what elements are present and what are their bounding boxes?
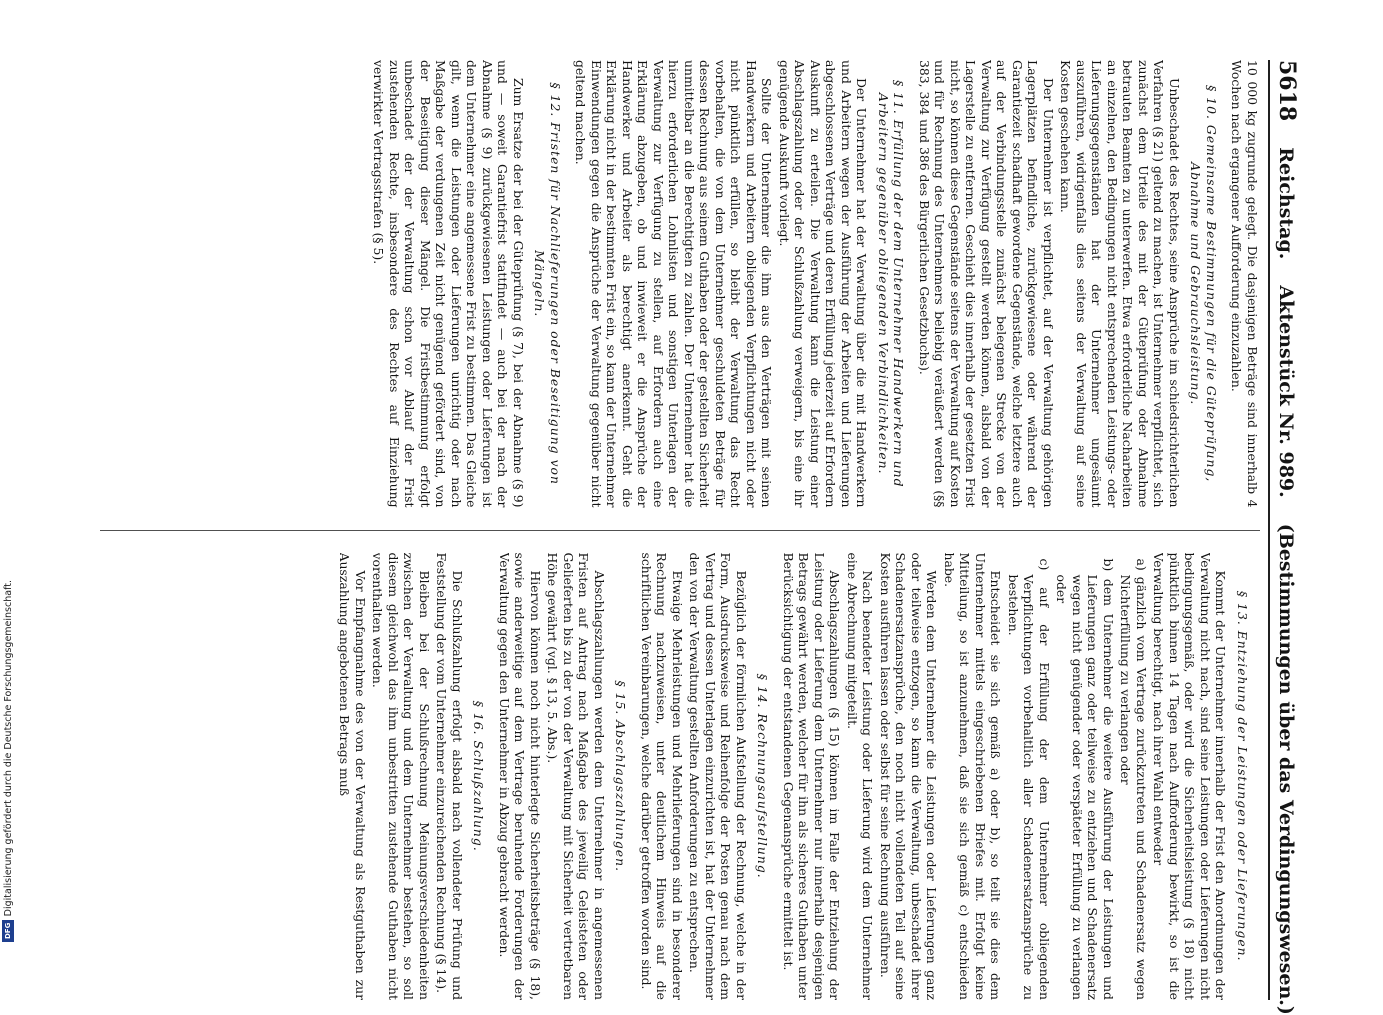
section-heading: § 11. Erfüllung der dem Unternehmer Handwerkern und Arbeitern gegenüber obliegenden Verbindlichkeiten. [876, 79, 907, 488]
paragraph: Kommt der Unternehmer innerhalb der Frist den Anordnungen der Verwaltung nicht nach, sind seine Leistungen oder Lieferungen nicht bedingungsgemäß, oder wird die Sicherheitsleistung (§ 18) nicht pünktlich binnen 14 Tagen nach Aufforderung bewirkt, so ist die Verwaltung berechtigt, nach ihrer Wahl entweder [1151, 552, 1229, 1000]
dfg-logo: DFG [2, 920, 14, 942]
paragraph: Abschlagszahlungen werden dem Unternehmer in angemessenen Fristen auf Antrag nach Maßgabe des jeweilig Geleisteten oder Gelieferten bis zu der von der Verwaltung mit Sicherheit vertretbaren Höhe gewährt (vgl. § 13, 5. Abs.). [545, 552, 607, 1000]
footer-credit [0, 580, 16, 1000]
list-item: b) dem Unternehmer die weitere Ausführung der Leistungen und Lieferungen ganz oder teilweise zu entziehen und Schadenersatz wegen nicht genügender oder verspäteter Erfüllung zu verlangen oder [1054, 558, 1116, 1000]
paragraph: Unbeschadet des Rechtes, seine Ansprüche im schiedsrichterlichen Verfahren (§ 21) geltend zu machen, ist Unternehmer verpflichtet, sich zunächst dem Urteile des mit der Güteprüfung oder Abnahme betrauten Beamten zu unterwerfen. Etwa erforderliche Nacharbeiten an einzelnen, den Bedingungen nicht entsprechenden Leistungs- oder Lieferungsgegenständen hat der Unternehmer ungesäumt auszuführen, widrigenfalls dies seitens der Verwaltung auf seine Kosten geschehen kann. [1058, 60, 1182, 508]
column-divider [100, 530, 1260, 531]
list-item: c) auf der Erfüllung der dem Unternehmer obliegenden Verpflichtungen vorbehaltlich aller Schadenersatzansprüche zu bestehen. [1006, 558, 1052, 1000]
page-header [1268, 60, 1300, 1015]
paragraph: 10 000 kg zugrunde gelegt. Die dasjenigen Beträge sind innerhalb 4 Wochen nach ergangener Aufforderung einzuzahlen. [1229, 60, 1260, 508]
paragraph: Werden dem Unternehmer die Leistungen oder Lieferungen ganz oder teilweise entzogen, so kann die Verwaltung, unbeschadet ihrer Schadenersatzansprüche, den noch nicht vollendeten Teil auf seine Kosten ausführen lassen oder selbst für seine Rechnung ausführen. [878, 552, 940, 1000]
paragraph: Sollte der Unternehmer die ihm aus den Verträgen mit seinen Handwerkern und Arbeitern obliegenden Verpflichtungen nicht oder nicht pünktlich erfüllen, so bleibt der Verwaltung das Recht vorbehalten, die von dem Unternehmer geschuldeten Beträge für dessen Rechnung aus seinem Guthaben oder der gestellten Sicherheit unmittelbar an die Berechtigten zu zahlen. Der Unternehmer hat die hierzu erforderlichen Lohnlisten und sonstigen Unterlagen der Verwaltung zur Verfügung zu stellen, auf Erfordern auch eine Erklärung abzugeben, ob und inwieweit er die Ansprüche der Handwerker und Arbeiter als berechtigt anerkennt. Geht die Erklärung nicht in der bestimmten Frist ein, so kann der Unternehmer Einwendungen gegen die Ansprüche der Verwaltung gegenüber nicht geltend machen. [573, 60, 775, 508]
section-heading: § 15. Abschlagszahlungen. [613, 680, 629, 873]
paragraph: Die Schlußzahlung erfolgt alsbald nach vollendeter Prüfung und Feststellung der vom Unternehmer einzureichenden Rechnung (§ 14). [434, 552, 465, 1000]
paragraph: Vor Empfangnahme des von der Verwaltung als Restguthaben zur Auszahlung angebotenen Betrags muß [337, 552, 368, 1000]
document-page [80, 60, 1300, 1015]
paragraph: Der Unternehmer hat der Verwaltung über die mit Handwerkern und Arbeitern wegen der Ausführung der Arbeiten und Lieferungen abgeschlossenen Verträge und deren Erfüllung jederzeit auf Erfordern Auskunft zu erteilen. Die Verwaltung kann die Leistung einer Abschlagszahlung oder der Schlußzahlung verweigern, bis eine ihr genügende Auskunft vorliegt. [777, 60, 870, 508]
document-number: Aktenstück Nr. 989. [1275, 285, 1297, 498]
section-heading: § 13. Entziehung der Leistungen oder Lieferungen. [1235, 590, 1250, 962]
paragraph: Entscheidet sie sich gemäß a) oder b), so teilt sie dies dem Unternehmer mittels eingeschriebenen Briefes mit. Erfolgt keine Mitteilung, so ist anzunehmen, daß sie sich gemäß c) entschieden habe. [942, 552, 1004, 1000]
section-heading: § 16. Schlußzahlung. [471, 700, 487, 852]
paragraph: Bleiben bei der Schlußrechnung Meinungsverschiedenheiten zwischen der Verwaltung und dem Unternehmer bestehen, so soll diesem gleichwohl das ihm unbestritten zustehende Guthaben nicht vorenthalten werden. [370, 552, 432, 1000]
section-heading: § 10. Gemeinsame Bestimmungen für die Güteprüfung, Abnahme und Gebrauchsleistung. [1188, 85, 1219, 483]
paragraph: Der Unternehmer ist verpflichtet, auf der Verwaltung gehörigen Lagerplätzen befindliche, zurückgewiesene oder während der Garantiezeit schadhaft gewordene Gegenstände, welche letztere auch auf der Verbindungsstelle zunächst belegenen Strecke von der Verwaltung zur Verfügung gestellt werden können, alsbald von der Lagerstelle zu entfernen. Geschieht dies innerhalb der gesetzten Frist nicht, so können diese Gegenstände seitens der Verwaltung auf Kosten und für Rechnung des Unternehmers beliebig veräußert werden (§§ 383, 384 und 386 des Bürgerlichen Gesetzbuchs). [917, 60, 1056, 508]
paragraph: Etwaige Mehrleistungen und Mehrlieferungen sind in besonderer Rechnung nachzuweisen, unter deutlichem Hinweis auf die schriftlichen Vereinbarungen, welche darüber getroffen worden sind. [639, 552, 685, 1000]
section-heading: § 14. Rechnungsaufstellung. [755, 673, 771, 879]
paragraph: Bezüglich der förmlichen Aufstellung der Rechnung, welche in der Form, Ausdrucksweise und Reihenfolge der Posten genau nach dem Vertrag und dessen Unterlagen einzurichten ist, hat der Unternehmer den von der Verwaltung gestellten Anforderungen zu entsprechen. [687, 552, 749, 1000]
paragraph: Zum Ersatze der bei der Güteprüfung (§ 7), bei der Abnahme (§ 9) und — soweit Garantiefrist stattfindet — auch bei der nach der Abnahme (§ 9) zurückgewiesenen Leistungen oder Lieferungen ist dem Unternehmer eine angemessene Frist zu bestimmen. Das Gleiche gilt, wenn die Leistungen oder Lieferungen unrichtig oder nach Maßgabe der verdungenen Zeit nicht genügend gefördert sind, von der Beseitigung dieser Mängel. Die Fristbestimmung erfolgt unbeschadet der der Verwaltung schon vor Ablauf der Frist zustehenden Rechte, insbesondere des Rechtes auf Einziehung verwirkter Vertragsstrafen (§ 5). [371, 60, 526, 508]
section-heading: § 12. Fristen für Nachlieferungen oder Beseitigung von Mängeln. [532, 82, 563, 485]
paragraph: Abschlagszahlungen (§ 15) können im Falle der Entziehung der Leistung oder Lieferung dem Unternehmer nur innerhalb desjenigen Betrags gewährt werden, welcher für ihn als sicheres Guthaben unter Berücksichtigung der entstandenen Gegenansprüche ermittelt ist. [781, 552, 843, 1000]
paragraph: Nach beendeter Leistung oder Lieferung wird dem Unternehmer eine Abrechnung mitgeteilt. [845, 552, 876, 1000]
paragraph: Hiervon können noch nicht hinterlegte Sicherheitsbeträge (§ 18), sowie anderweitige auf dem Vertrage beruhende Forderungen der Verwaltung gegen den Unternehmer in Abzug gebracht werden. [497, 552, 543, 1000]
digitization-credit: Digitalisierung gefördert durch die Deutsche Forschungsgemeinschaft. [2, 580, 14, 917]
left-column [100, 60, 1260, 508]
document-topic: (Bestimmungen über das Verdingungswesen.) [1275, 523, 1297, 1015]
right-column [100, 553, 1260, 1001]
text-columns [100, 60, 1260, 1000]
page-number: 5618 [1274, 60, 1300, 122]
publication-title: Reichstag. [1275, 147, 1297, 260]
list-item: a) gänzlich vom Vertrage zurückzutreten und Schadenersatz wegen Nichterfüllung zu verlangen oder [1118, 558, 1149, 1000]
